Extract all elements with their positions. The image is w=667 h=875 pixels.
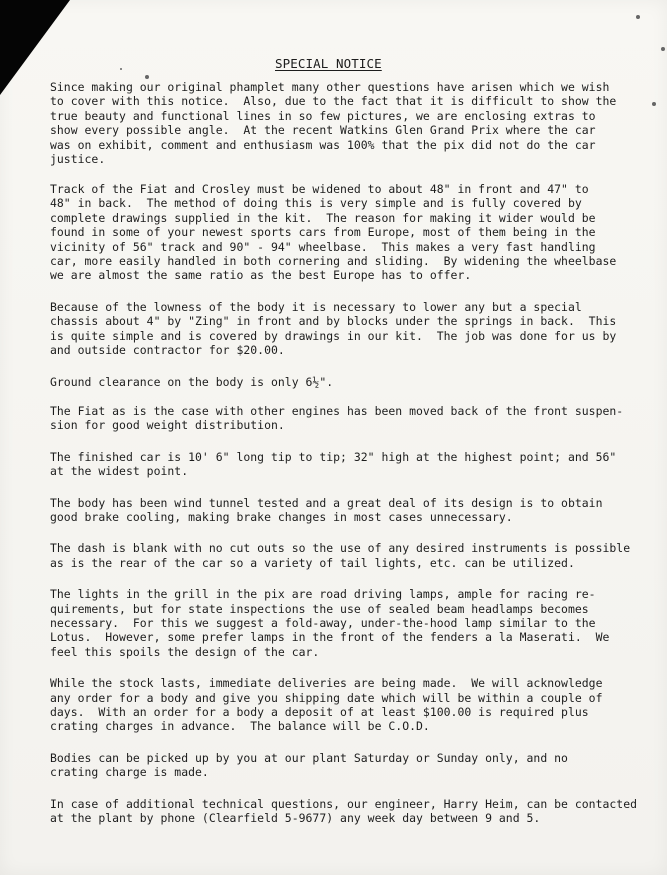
text-line: we are almost the same ratio as the best Europe has to offer.	[50, 268, 472, 283]
text-line: days. With an order for a body a deposit of at least $100.00 is required plus	[50, 705, 589, 719]
text-line: feel this spoils the design of the car.	[50, 644, 320, 659]
text-line: at the widest point.	[50, 464, 189, 479]
paragraph	[50, 496, 625, 525]
text-line: Bodies can be picked up by you at our plant Saturday or Sunday only, and no	[50, 750, 568, 765]
text-line: crating charge is made.	[50, 765, 209, 780]
text-line: The lights in the grill in the pix are road driving lamps, ample for racing re-	[50, 587, 596, 602]
text-line: Lotus. However, some prefer lamps in the front of the fenders a la Maserati. We	[50, 630, 610, 645]
text-line: and outside contractor for $20.00.	[50, 343, 285, 358]
text-line: justice.	[50, 152, 106, 167]
paper-speck	[145, 75, 149, 79]
paper-speck	[636, 15, 640, 19]
text-line: The dash is blank with no cut outs so the use of any desired instruments is possible	[50, 541, 631, 556]
text-line: true beauty and functional lines in so few pictures, we are enclosing extras to	[50, 108, 596, 123]
text-line: is quite simple and is covered by drawings in our kit. The job was done for us by	[50, 328, 617, 343]
text-line: While the stock lasts, immediate deliveries are being made. We will acknowledge	[50, 676, 603, 691]
paper-speck	[120, 68, 122, 70]
paragraph	[50, 676, 625, 734]
paragraph	[50, 450, 625, 479]
paper-speck	[661, 47, 665, 51]
text-line: quirements, but for state inspections the use of sealed beam headlamps becomes	[50, 601, 589, 616]
text-line: to cover with this notice. Also, due to the fact that it is difficult to show the	[50, 94, 617, 109]
paragraph	[50, 796, 638, 826]
notice-body	[50, 80, 638, 826]
text-line: chassis about 4" by "Zing" in front and by blocks under the springs in back. This	[50, 314, 617, 329]
paragraph	[50, 375, 625, 389]
text-line: vicinity of 56" track and 90" - 94" wheelbase. This makes a very fast handling	[50, 239, 596, 254]
paragraph	[50, 404, 625, 433]
text-line: necessary. For this we suggest a fold-away, under-the-hood lamp similar to the	[50, 615, 596, 630]
paragraph	[50, 182, 625, 283]
text-line: The Fiat as is the case with other engines has been moved back of the front suspen-	[50, 403, 624, 418]
text-line: as is the rear of the car so a variety of tail lights, etc. can be utilized.	[50, 555, 575, 570]
text-line: The finished car is 10' 6" long tip to tip; 32" high at the highest point; and 56"	[50, 449, 617, 464]
paragraph	[50, 541, 631, 570]
text-line: was on exhibit, comment and enthusiasm was 100% that the pix did not do the car	[50, 137, 596, 152]
text-line: good brake cooling, making brake changes in most cases unnecessary.	[50, 509, 513, 524]
text-line: Ground clearance on the body is only 6½".	[50, 374, 334, 389]
page-title: SPECIAL NOTICE	[275, 56, 382, 71]
text-line: 48" in back. The method of doing this is very simple and is fully covered by	[50, 196, 582, 211]
paragraph	[50, 80, 625, 166]
text-line: show every possible angle. At the recent Watkins Glen Grand Prix where the car	[50, 123, 596, 138]
text-line: complete drawings supplied in the kit. The reason for making it wider would be	[50, 210, 596, 225]
text-line: Because of the lowness of the body it is necessary to lower any but a special	[50, 299, 582, 314]
text-line: In case of additional technical questions, our engineer, Harry Heim, can be contacted	[50, 796, 638, 811]
text-line: The body has been wind tunnel tested and a great deal of its design is to obtain	[50, 495, 603, 510]
paragraph	[50, 751, 625, 780]
text-line: car, more easily handled in both cornering and sliding. By widening the wheelbase	[50, 254, 617, 269]
text-line: any order for a body and give you shipping date which will be within a couple of	[50, 690, 603, 705]
text-line: Track of the Fiat and Crosley must be widened to about 48" in front and 47" to	[50, 182, 589, 197]
text-line: at the plant by phone (Clearfield 5-9677) any week day between 9 and 5.	[50, 811, 541, 826]
text-line: sion for good weight distribution.	[50, 418, 285, 433]
paragraph	[50, 300, 625, 358]
text-line: crating charges in advance. The balance will be C.O.D.	[50, 719, 430, 734]
text-line: Since making our original phamplet many other questions have arisen which we wish	[50, 80, 610, 94]
text-line: found in some of your newest sports cars from Europe, most of them being in the	[50, 225, 596, 240]
paper-speck	[652, 102, 656, 106]
paragraph	[50, 587, 625, 659]
